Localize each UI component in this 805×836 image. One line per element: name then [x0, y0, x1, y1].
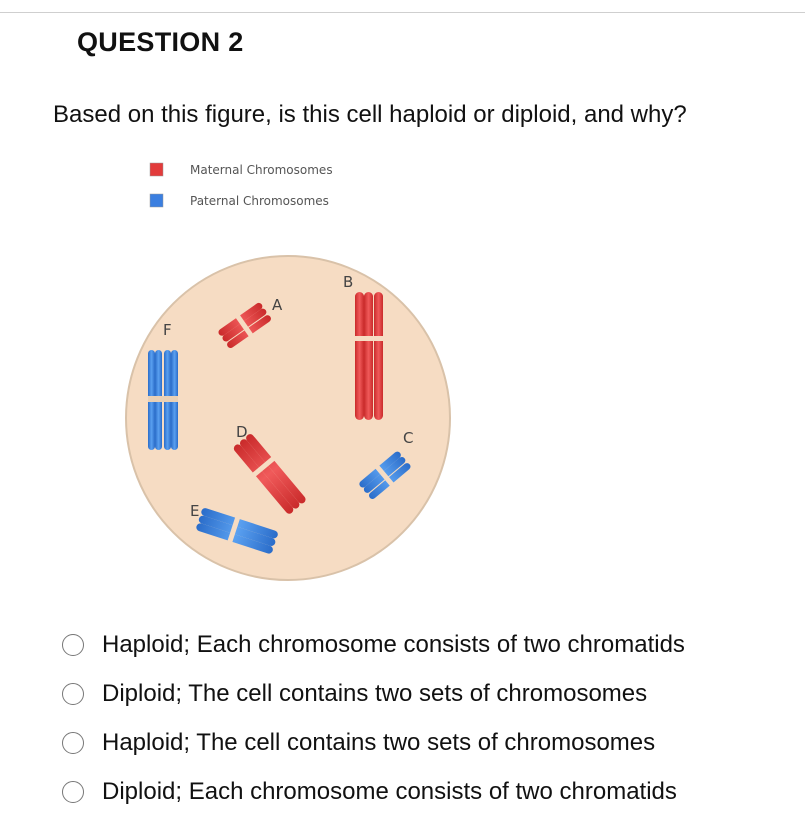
legend-paternal-label: Paternal Chromosomes [190, 194, 329, 208]
chromosome-label-d: D [236, 423, 248, 441]
question-title: QUESTION 2 [77, 27, 244, 57]
legend-paternal-swatch [150, 194, 163, 207]
chromosome-label-c: C [403, 429, 414, 447]
radio-button[interactable] [62, 634, 84, 656]
cell-figure [100, 150, 500, 600]
chromosome-label-a: A [272, 296, 283, 314]
radio-button[interactable] [62, 732, 84, 754]
answer-option-2[interactable] [62, 669, 685, 718]
legend-maternal-label: Maternal Chromosomes [190, 163, 333, 177]
radio-button[interactable] [62, 781, 84, 803]
answer-options [62, 620, 685, 816]
chromosome-label-e: E [190, 502, 200, 520]
answer-option-3[interactable] [62, 718, 685, 767]
top-divider [0, 12, 805, 13]
chromosome-label-b: B [343, 273, 354, 291]
answer-option-1[interactable] [62, 620, 685, 669]
radio-button[interactable] [62, 683, 84, 705]
answer-option-4[interactable] [62, 767, 685, 816]
question-prompt: Based on this figure, is this cell haploid or diploid, and why? [53, 101, 687, 128]
answer-option-label: Haploid; The cell contains two sets of chromosomes [102, 728, 656, 756]
chromosome-b [355, 292, 383, 420]
chromosome-label-f: F [163, 321, 172, 339]
legend-maternal-swatch [150, 163, 163, 176]
answer-option-label: Haploid; Each chromosome consists of two chromatids [102, 630, 685, 658]
answer-option-label: Diploid; Each chromosome consists of two chromatids [102, 777, 677, 805]
answer-option-label: Diploid; The cell contains two sets of chromosomes [102, 679, 648, 707]
